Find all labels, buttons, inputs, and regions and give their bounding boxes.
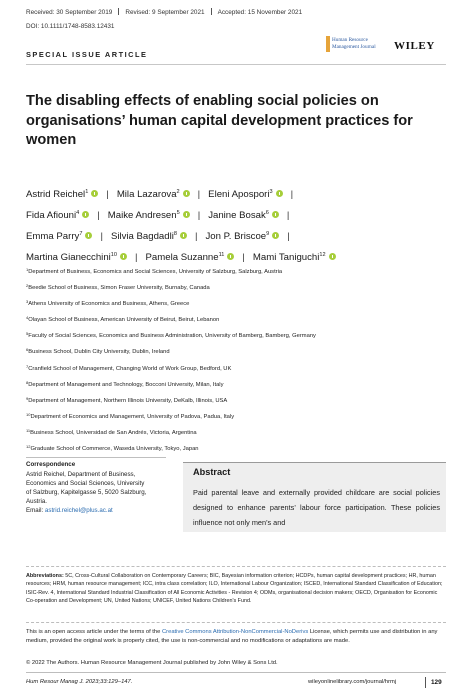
author[interactable]: Mila Lazarova$^2$ [116,189,180,200]
journal-logo-line2: Management Journal [332,43,376,50]
footer-url[interactable]: wileyonlinelibrary.com/journal/hrmj [308,679,397,685]
affiliation-list [26,263,446,456]
author[interactable]: Astrid Reichel$^1$ [26,189,89,200]
abbreviations-label: Abbreviations: [26,573,64,579]
correspondence [26,460,176,515]
journal-logo-bar [326,36,330,52]
affiliation: $^9$Department of Management, Northern Illinois University, DeKalb, Illinois, USA [26,395,228,404]
author-line-4: Martina Gianecchini$^{10}$ | Pamela Suzanne$^{11}$ | Mami Taniguchi$^{12}$ [26,246,451,267]
abbreviations-text: 5C, Cross-Cultural Collaboration on Contemporary Careers; BIC, Bayesian information criterion; HCDPs, human capital development practices; HR, human resources; HRM, human resource management; ICC, intra class correlation; ILO, International Labour Organization; ISCED, International Standard Classification of Education; ISIC-Rev. 4, International Standard Industrial Classification of All Economic Activities - Revision 4; ODMs, organisational decision makers; OECD, Organisation for Economic Co-operation and Development; UN, United Nations; UNICEF, United Nations Children's Fund. [26,573,443,604]
abstract-heading: Abstract [193,467,231,477]
orcid-icon[interactable] [91,190,98,197]
affiliation: $^{12}$Graduate School of Commerce, Waseda University, Tokyo, Japan [26,444,199,453]
orcid-icon[interactable] [272,211,279,218]
divider [211,8,212,15]
author[interactable]: Eleni Apospori$^3$ [208,189,273,200]
orcid-icon[interactable] [183,211,190,218]
author[interactable]: Martina Gianecchini$^{10}$ [26,252,118,263]
correspondence-line: Astrid Reichel, Department of Business, [26,471,136,478]
orcid-icon[interactable] [183,190,190,197]
footer-citation: Hum Resour Manag J. 2023;33:129–147. [26,679,133,685]
affiliation: $^3$Athens University of Economics and Business, Athens, Greece [26,299,190,308]
dashed-divider [26,566,446,567]
author[interactable]: Maike Andresen$^5$ [107,210,180,221]
abstract-box [183,462,446,532]
footer-rule [26,672,446,673]
affiliation: $^{11}$Business School, Universidad de San Andrés, Victoria, Argentina [26,427,197,436]
license-link[interactable]: Creative Commons Attribution-NonCommercial-NoDerivs [161,629,309,635]
received-date: Received: 30 September 2019 [26,9,113,16]
author[interactable]: Jon P. Briscoe$^9$ [205,231,270,242]
correspondence-heading: Correspondence [26,461,76,468]
author-line-1: Astrid Reichel$^1$ | Mila Lazarova$^2$ | Eleni Apospori$^3$ | [26,189,294,200]
correspondence-line: Economics and Social Sciences, University [26,480,145,487]
correspondence-rule [26,457,166,458]
author[interactable]: Janine Bosak$^6$ [208,210,269,221]
affiliation: $^4$Olayan School of Business, American University of Beirut, Beirut, Lebanon [26,315,220,324]
page-number: 129 [431,679,442,686]
author[interactable]: Silvia Bagdadli$^8$ [110,231,177,242]
license-pre: This is an open access article under the terms of the [26,629,162,635]
author-list [26,183,451,267]
accepted-date: Accepted: 15 November 2021 [217,9,303,16]
abstract-text: Paid parental leave and externally provided childcare are social policies designed to enhance parents’ labour force participation. These policies influence not only men’s and [193,488,440,527]
correspondence-line: of Salzburg, Kapitelgasse 5, 5020 Salzburg, [26,489,147,496]
author[interactable]: Pamela Suzanne$^{11}$ [145,252,225,263]
abstract-rule [183,462,446,463]
email-link[interactable]: astrid.reichel@plus.ac.at [44,507,113,514]
affiliation: $^8$Department of Management and Technology, Bocconi University, Milan, Italy [26,379,224,388]
orcid-icon[interactable] [82,211,89,218]
correspondence-line: Austria. [26,498,47,505]
orcid-icon[interactable] [276,190,283,197]
orcid-icon[interactable] [85,232,92,239]
orcid-icon[interactable] [272,232,279,239]
copyright: © 2022 The Authors. Human Resource Management Journal published by John Wiley & Sons Ltd. [26,660,278,666]
journal-logo-text [332,37,376,50]
affiliation: $^7$Cranfield School of Management, Changing World of Work Group, Bedford, UK [26,363,232,372]
header-rule [26,64,446,65]
affiliation: $^{10}$Department of Economics and Management, University of Padova, Padua, Italy [26,411,235,420]
dashed-divider [26,622,446,623]
author[interactable]: Mami Taniguchi$^{12}$ [252,252,326,263]
affiliation: $^5$Faculty of Social Sciences, Economics and Business Administration, University of Bamberg, Bamberg, Germany [26,331,316,340]
section-label: SPECIAL ISSUE ARTICLE [26,50,148,59]
doi[interactable]: DOI: 10.1111/1748-8583.12431 [26,23,115,30]
orcid-icon[interactable] [227,253,234,260]
article-title: The disabling effects of enabling social policies on organisations’ human capital development practices for women [26,93,413,148]
license-text [26,628,446,645]
license-post: License, which permits use and distribution in any medium, provided the original work is properly cited, the use is non-commercial and no modifications or adaptations are made. [26,629,438,644]
email-label: Email: [26,507,45,514]
author-line-2: Fida Afiouni$^4$ | Maike Andresen$^5$ | Janine Bosak$^6$ | [26,210,290,221]
revised-date: Revised: 9 September 2021 [125,9,205,16]
footer-divider [425,677,426,688]
journal-logo-line1: Human Resource [332,37,368,43]
affiliation: $^2$Beedie School of Business, Simon Fraser University, Burnaby, Canada [26,283,210,292]
affiliation: $^6$Business School, Dublin City University, Dublin, Ireland [26,347,170,356]
author[interactable]: Fida Afiouni$^4$ [26,210,80,221]
author-line-3: Emma Parry$^7$ | Silvia Bagdadli$^8$ | Jon P. Briscoe$^9$ | [26,231,290,242]
divider [118,8,119,15]
journal-logo[interactable] [326,36,390,52]
received-dates [26,8,302,16]
orcid-icon[interactable] [329,253,336,260]
abbreviations [26,572,446,605]
publisher-logo[interactable]: WILEY [394,40,435,52]
affiliation: $^1$Department of Business, Economics and Social Sciences, University of Salzburg, Salzburg, Austria [26,267,283,275]
orcid-icon[interactable] [120,253,127,260]
author[interactable]: Emma Parry$^7$ [26,231,83,242]
orcid-icon[interactable] [180,232,187,239]
correspondence-email-line [26,506,176,515]
